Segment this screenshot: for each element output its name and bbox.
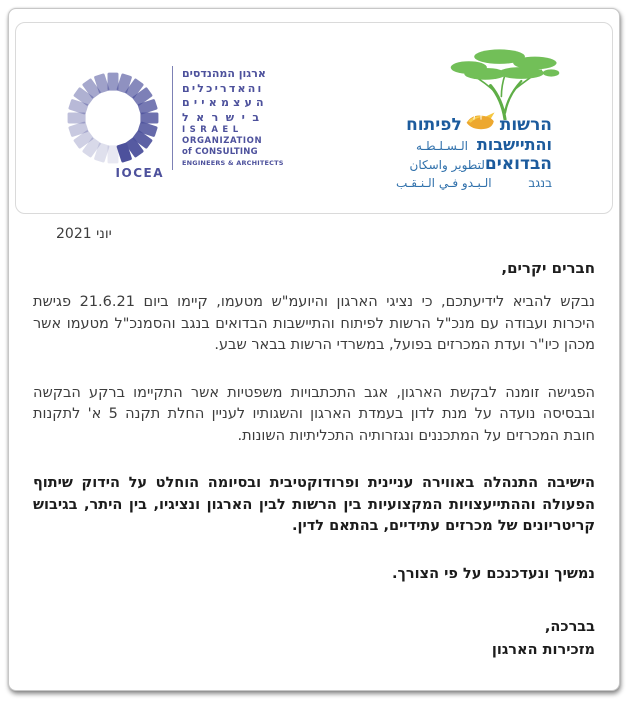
greeting: חברים יקרים, (501, 259, 595, 277)
iocea-hebrew-line: ארגון המהנדסים (182, 67, 266, 80)
authority-hebrew-text: והתיישבות (476, 135, 552, 154)
iocea-logo (66, 66, 284, 180)
iocea-ring-icon (66, 71, 160, 165)
followup-line: נמשיך ונעדכנכם על פי הצורך. (392, 565, 595, 582)
iocea-english-line: ENGINEERS & ARCHITECTS (182, 159, 284, 167)
iocea-english-line: of CONSULTING (182, 147, 258, 157)
iocea-hebrew-line: העצמאיים (182, 96, 268, 109)
acacia-tree-icon (444, 44, 566, 120)
authority-arabic-text: الـبـدو فـي الـنـقـب (396, 176, 492, 190)
authority-word-harashut: הרשות (499, 115, 552, 135)
iocea-hebrew-line: בישראל (182, 110, 267, 124)
hand-icon (465, 111, 497, 133)
authority-arabic-text: الـسـلـطـه (416, 139, 469, 153)
authority-title-line2 (416, 135, 552, 155)
divider-line (172, 66, 173, 170)
letter-date: יוני 2021 (56, 226, 112, 242)
closing-salutation: בברכה, (544, 619, 595, 635)
authority-hebrew-text: הבדואים (484, 154, 552, 174)
bedouin-authority-logo (392, 44, 552, 192)
authority-arabic-text: لتطوير واسكان (409, 158, 485, 172)
paragraph-3: הישיבה התנהלה באווירה עניינית ופרודוקטיבית ובסיומה הוחלט על הידוק שיתוף הפעולה וההתייעצויות המקצועיות בין הרשות לבין הארגון ונציגיו, בין היתר, בגיבוש קריטריונים של מכרזים עתידיים, בהתאם לדין. (33, 475, 595, 534)
paragraph-1: נבקש להביא לידיעתכם, כי נציגי הארגון והיועמ"ש מטעמו, קיימו ביום 21.6.21 פגישת היכרות ועבודה עם מנכ"ל הרשות לפיתוח והתיישבות הבדואים בנגב והסמנכ"ל מטעמו אשר מכהן כיו"ר ועדת המכרזים בפועל, במשרדי הרשות בבאר שבע. (33, 294, 595, 353)
letterhead (15, 22, 613, 214)
iocea-logo-text (182, 67, 284, 169)
authority-title-line4 (396, 174, 552, 192)
letter-body (9, 214, 619, 662)
iocea-acronym: IOCEA (115, 166, 164, 180)
authority-word-lepituach: לפיתוח (406, 115, 462, 135)
iocea-hebrew-line: והאדריכלים (182, 81, 264, 95)
iocea-ring-wrap (66, 71, 164, 180)
iocea-english-line: ORGANIZATION (182, 136, 263, 146)
paragraph-2: הפגישה זומנה לבקשת הארגון, אגב התכתבויות משפטיות אשר התקיימו ברקע הבקשה ובבסיסה נועדה על מנת לדון בעמדת הארגון והשגותיו לעניין החלת תקנה 5 א' לתקנות חובת המכרזים על המתכננים ונגזרותיה התכליתיות השונות. (33, 384, 595, 444)
closing-signature: מזכירות הארגון (491, 642, 595, 658)
letter-page (8, 8, 620, 691)
authority-title-line3 (409, 154, 552, 174)
authority-hebrew-text: בנגב (528, 176, 552, 190)
authority-title-line1 (406, 116, 552, 135)
iocea-english-line: ISRAEL (182, 125, 243, 135)
